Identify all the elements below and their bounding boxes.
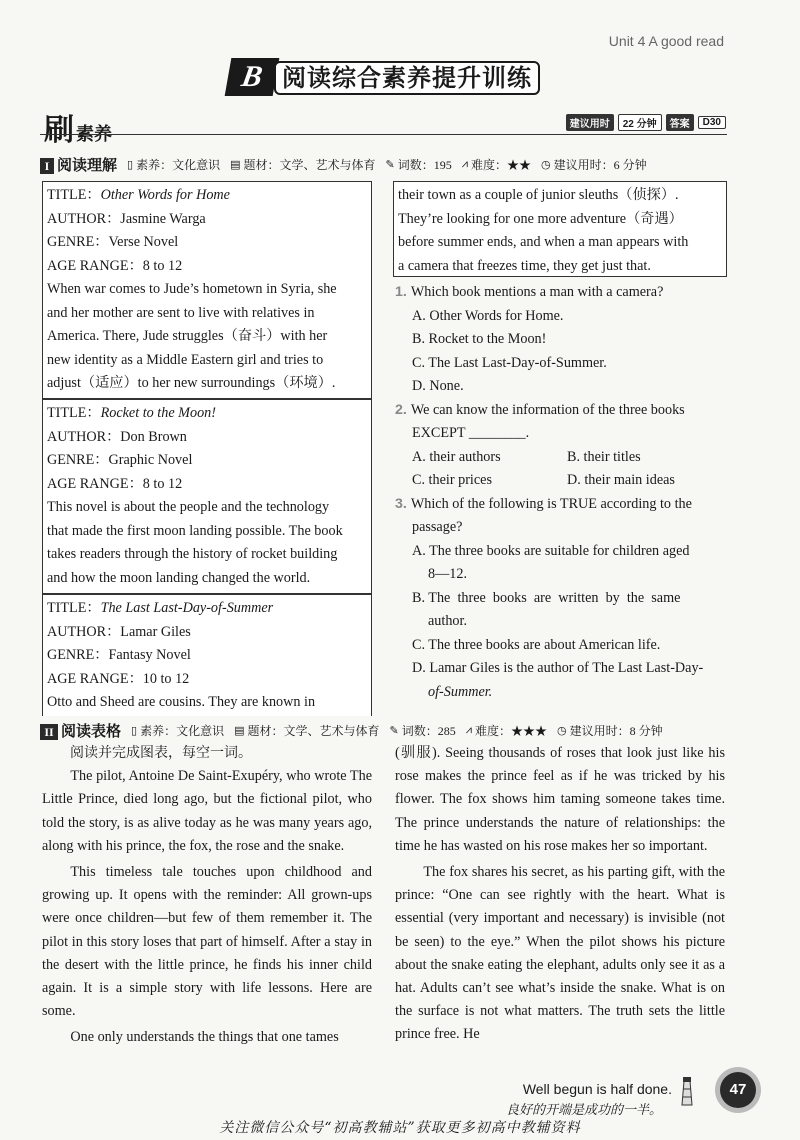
suggested-time-box [566,114,726,131]
book1-desc-line: and her mother are sent to live with relatives in [47,304,315,321]
section1-difficulty: 难度：★★ [470,157,531,172]
book3-title-label: TITLE： [47,600,101,616]
literacy-icon: ▯ [127,158,134,171]
brush-sub: 素养 [76,124,112,145]
section2-words: 词数：285 [401,723,456,738]
q1-option-c[interactable]: C. The Last Last-Day-of-Summer. [412,354,607,371]
words-icon: ✎ [385,158,395,171]
book3-box [42,594,372,716]
page-number: 47 [720,1072,756,1108]
section2-paragraph: The fox shares his secret, as his parting gift, with the prince: “One can see rightly with the heart. What is essential (very important and necessary) is invisible (not be seen) to the eye.” When the pilot shows his picture about the snake eating the elephant, adults only see it as a hat. Adults can’t see what’s inside the snake. What is on the surface is not what matters. The truth sets the little prince free. He [395,864,725,1043]
q1-option-b[interactable]: B. Rocket to the Moon! [412,331,547,347]
section1-num: I [40,158,54,174]
book1-title-label: TITLE： [47,187,101,203]
difficulty-icon: ⩘ [465,723,472,736]
book3-author: AUTHOR：Lamar Giles [47,623,191,640]
section1-literacy: 素养：文化意识 [136,157,221,172]
q2-option-c[interactable]: C. their prices [412,472,492,488]
book3-desc-line: a camera that freezes time, they get just that. [398,257,651,274]
section2-right-column [395,742,725,1047]
section2-paragraph: The pilot, Antoine De Saint-Exupéry, who wrote The Little Prince, died long ago, but the fictional pilot, who told the story, is as alive today as he was many years ago, along with his prince, the fox, the rose and the snake. [42,768,372,854]
book2-age: AGE RANGE：8 to 12 [47,475,183,492]
suggest-time: 22 分钟 [618,114,662,131]
answer-label: 答案 [666,114,694,131]
question-2-stem-cont: EXCEPT ________. [412,425,530,441]
question-2 [395,399,727,423]
section1-time: 建议用时：6 分钟 [553,157,647,172]
clock-icon: ◷ [556,724,567,737]
section-banner [228,58,540,96]
q3-option-a-cont: 8—12. [428,566,468,582]
section2-paragraph: This timeless tale touches upon childhood and growing up. It opens with the reminder: All grown-ups were once children—but few of them remember it. The pilot in this story loses that part of himself. After a stay in the desert with the little prince, he finds his inner child again. It is a simple story with life lessons. Here are some. [42,864,372,1020]
section2-paragraph: (驯服). Seeing thousands of roses that look just like his rose makes the prince feel as if he was tricked by his flower. The fox shows him taming someone takes time. The prince understands the nature of relationships: the time he has wasted on his rose makes her so important. [395,745,725,854]
book1-box [42,181,372,399]
theme-icon: ▤ [230,158,241,171]
difficulty-icon: ⩘ [461,157,468,170]
book2-desc-line: that made the first moon landing possible. The book [47,522,343,539]
section2-bar [40,720,727,740]
section2-num: II [40,724,58,740]
book2-box [42,399,372,594]
question-stem: Which book mentions a man with a camera? [410,284,664,300]
answer-code: D30 [698,116,726,129]
section2-instruction: 阅读并完成图表，每空一词。 [70,745,252,761]
q3-option-b-cont: author. [428,613,468,629]
book1-genre: GENRE：Verse Novel [47,234,179,250]
motto-chinese: 良好的开端是成功的一半。 [505,1103,662,1118]
book3-desc-line: their town as a couple of junior sleuths（侦探）. [398,187,679,203]
section1-theme: 题材：文学、艺术与体育 [243,157,376,172]
lighthouse-icon [676,1075,698,1107]
question-stem: We can know the information of the three books [410,401,685,418]
question-1 [395,281,727,305]
q2-option-a[interactable]: A. their authors [412,448,501,465]
book3-continued-box [393,181,727,277]
q3-option-b[interactable]: B. The three books are written by the same [412,589,681,606]
book1-title: Other Words for Home [100,187,230,203]
book1-author: AUTHOR：Jasmine Warga [47,210,206,227]
banner-letter: B [225,58,280,96]
suggest-label: 建议用时 [566,114,614,131]
q2-option-b[interactable]: B. their titles [567,448,641,465]
book3-desc-line: before summer ends, and when a man appears with [398,234,689,250]
question-number: 1. [395,284,407,300]
words-icon: ✎ [389,724,399,737]
book3-genre: GENRE：Fantasy Novel [47,647,191,663]
book2-author: AUTHOR：Don Brown [47,428,187,445]
book1-desc-line: adjust（适应）to her new surroundings（环境）. [47,375,336,391]
header-rule [40,134,727,135]
book2-title: Rocket to the Moon! [100,405,217,421]
book3-desc-start: Otto and Sheed are cousins. They are known in [47,694,316,710]
question-stem: Which of the following is TRUE according to the [410,495,692,512]
book2-genre: GENRE：Graphic Novel [47,452,193,468]
section2-title: 阅读表格 [61,721,122,740]
book1-age: AGE RANGE：8 to 12 [47,257,183,274]
theme-icon: ▤ [234,724,245,737]
section2-left-column [42,742,372,1050]
brush-title [44,105,112,149]
section2-paragraph: One only understands the things that one tames [70,1029,339,1046]
q3-option-d[interactable]: D. Lamar Giles is the author of The Last Last-Day- [412,660,704,676]
question-3 [395,493,727,517]
literacy-icon: ▯ [131,724,138,737]
clock-icon: ◷ [540,158,551,171]
questions-block [395,281,727,704]
book2-desc-line: This novel is about the people and the technology [47,499,330,515]
q3-option-a[interactable]: A. The three books are suitable for children aged [412,542,690,559]
section2-literacy: 素养：文化意识 [140,723,225,738]
q1-option-a[interactable]: A. Other Words for Home. [412,307,564,324]
book2-title-label: TITLE： [47,405,101,421]
unit-header: Unit 4 A good read [608,33,724,49]
book1-desc-line: America. There, Jude struggles（奋斗）with her [47,328,328,344]
banner-title: 阅读综合素养提升训练 [274,61,540,95]
book3-age: AGE RANGE：10 to 12 [47,670,190,687]
question-3-stem-cont: passage? [412,519,463,535]
bottom-note: 关注微信公众号“初高教辅站”获取更多初高中教辅资料 [219,1120,581,1136]
section1-title: 阅读理解 [57,155,118,174]
q3-option-d-cont: of-Summer. [428,683,493,700]
motto-english: Well begun is half done. [522,1081,672,1097]
book2-desc-line: and how the moon landing changed the world. [47,569,311,586]
question-number: 2. [395,401,407,418]
section2-theme: 题材：文学、艺术与体育 [247,723,380,738]
book3-desc-line: They’re looking for one more adventure（奇遇） [398,210,683,227]
question-number: 3. [395,495,407,512]
book1-desc-line: When war comes to Jude’s hometown in Syria, she [47,281,337,297]
q2-option-d[interactable]: D. their main ideas [567,472,675,488]
section1-bar [40,154,727,174]
book3-title: The Last Last-Day-of-Summer [100,600,274,616]
section1-words: 词数：195 [397,157,452,172]
book2-desc-line: takes readers through the history of rocket building [47,546,338,562]
section2-time: 建议用时：8 分钟 [569,723,663,738]
section2-difficulty: 难度：★★★ [474,723,547,738]
brush-main: 刷 [44,113,74,148]
q1-option-d[interactable]: D. None. [412,378,464,394]
book1-desc-line: new identity as a Middle Eastern girl and tries to [47,351,324,368]
q3-option-c[interactable]: C. The three books are about American life. [412,636,661,653]
